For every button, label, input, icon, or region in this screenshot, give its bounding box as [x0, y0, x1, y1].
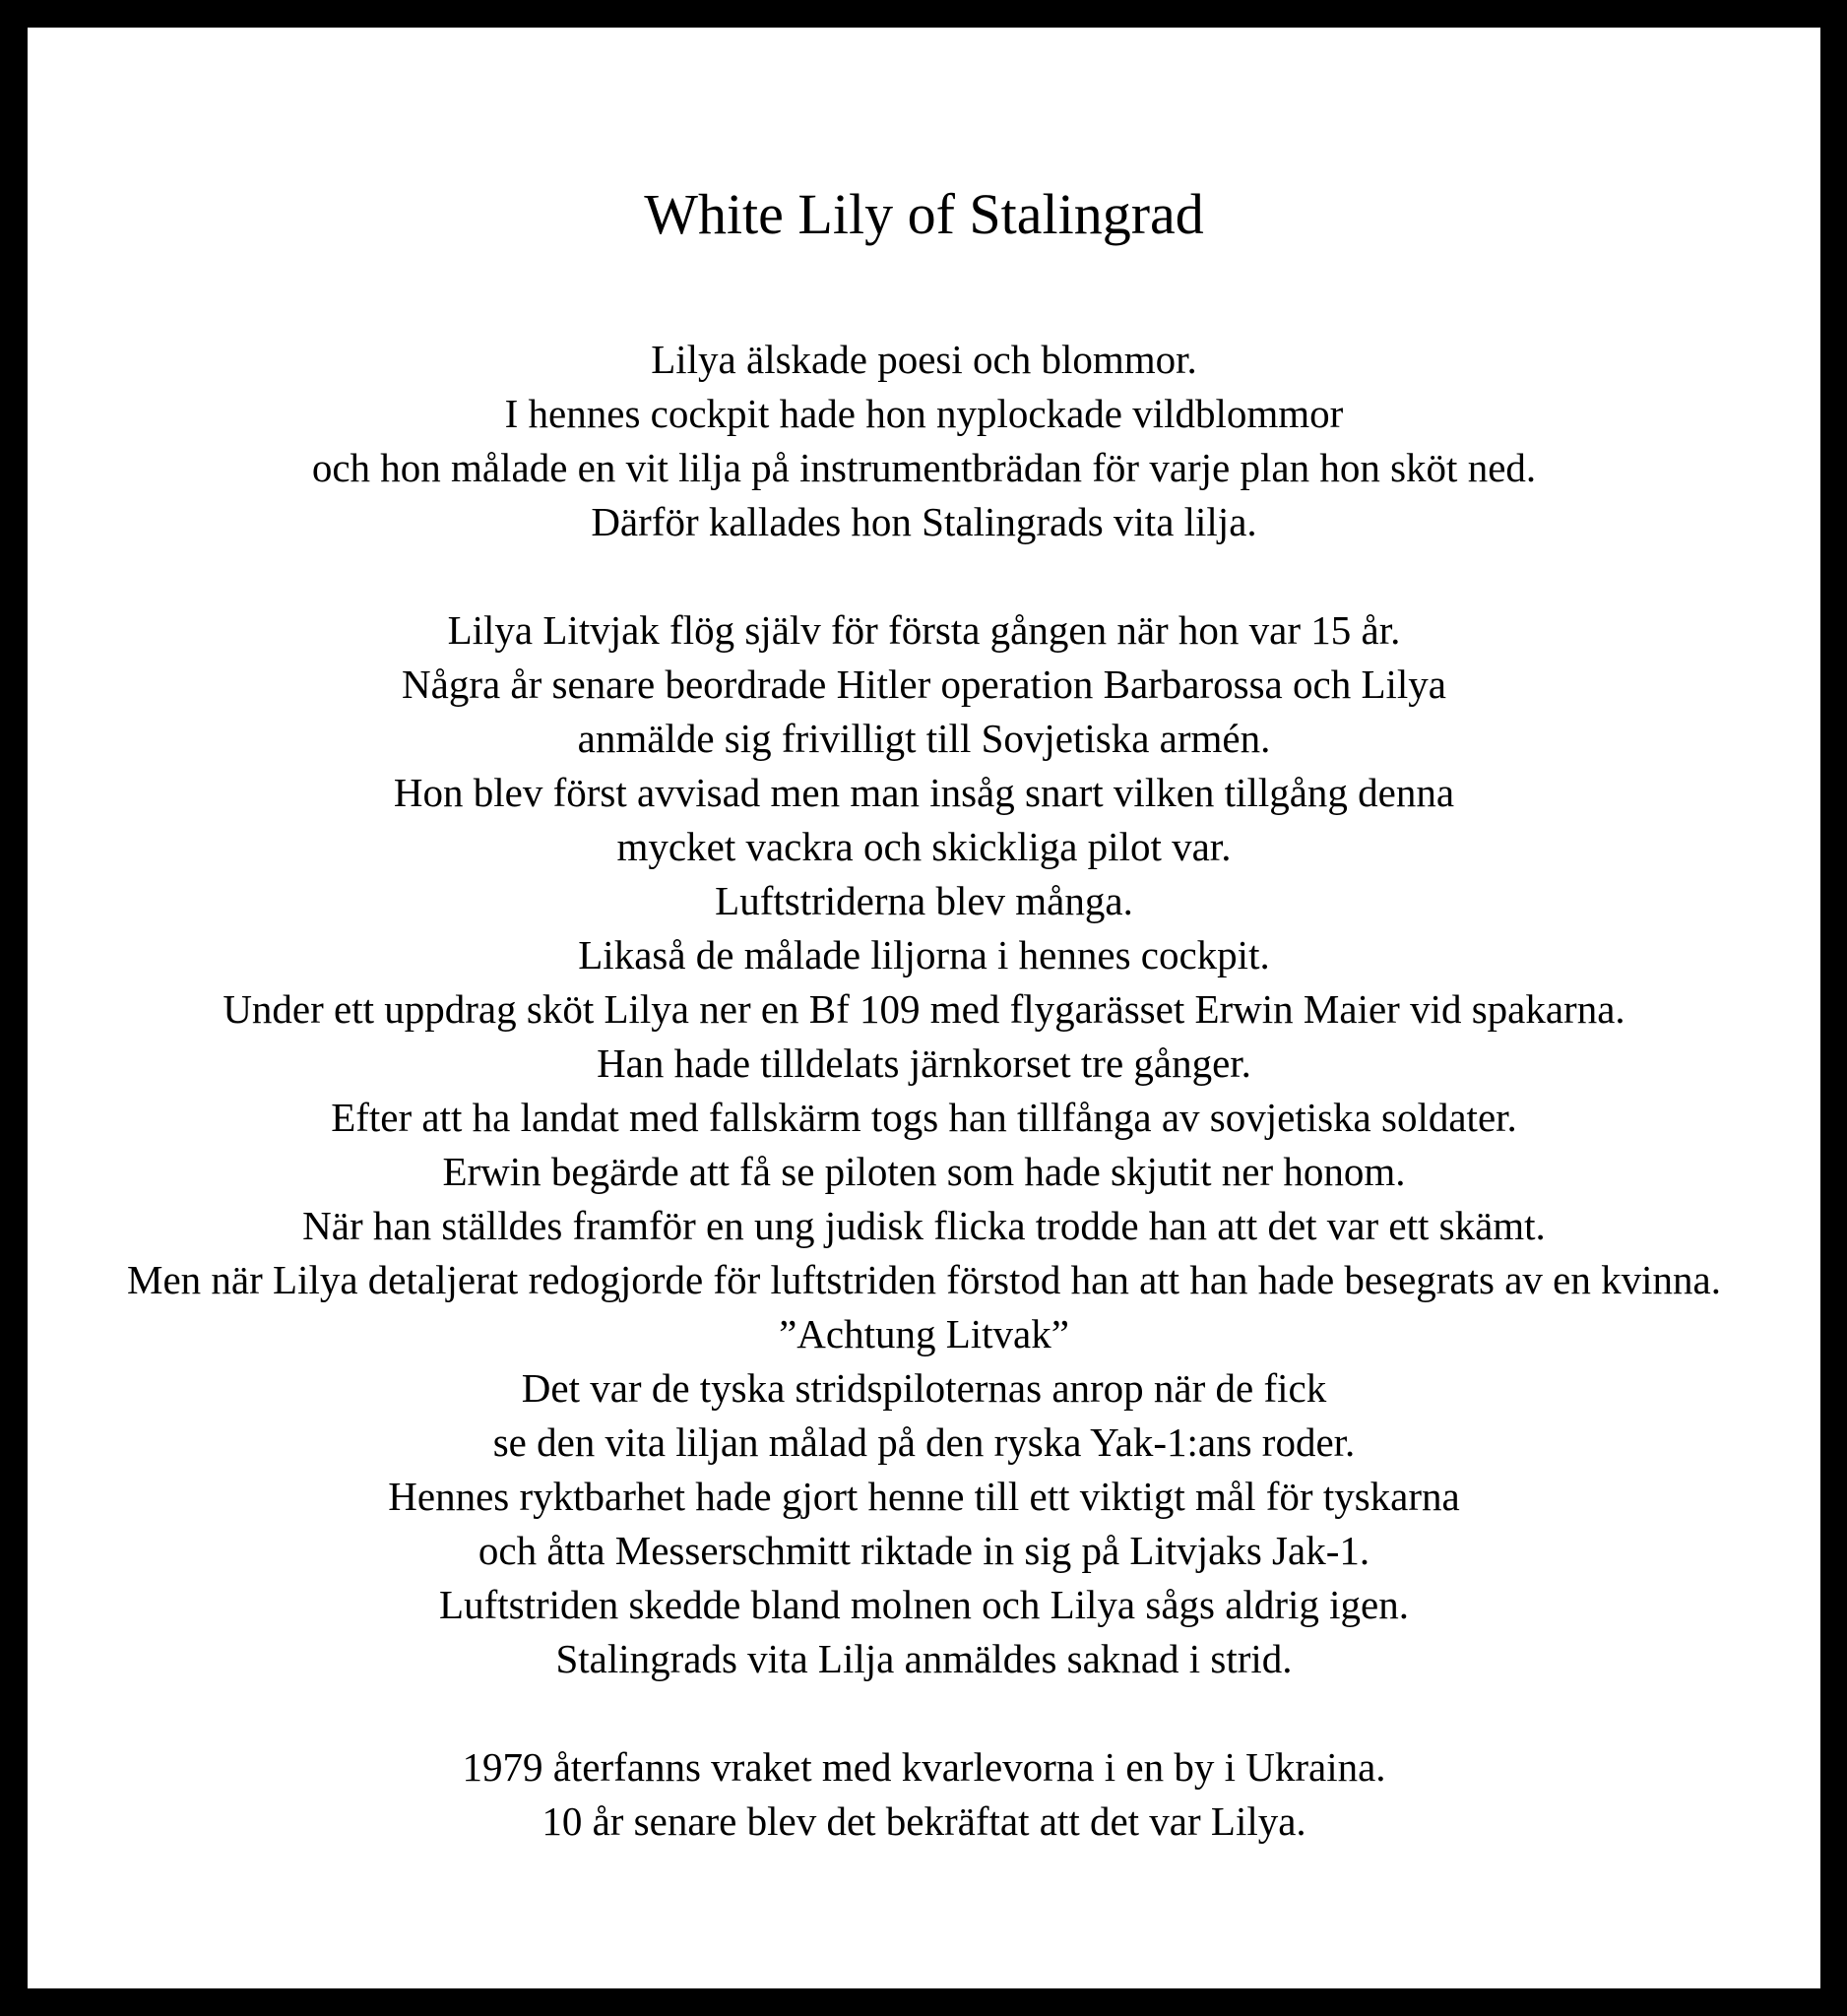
text-line: Därför kallades hon Stalingrads vita lilja.	[591, 499, 1257, 544]
text-line: Lilya älskade poesi och blommor.	[651, 337, 1197, 382]
document-body	[28, 333, 1820, 1903]
text-line: Luftstriderna blev många.	[715, 878, 1133, 923]
text-line: Han hade tilldelats järnkorset tre gånger.	[597, 1040, 1251, 1086]
text-line: Det var de tyska stridspiloternas anrop när de fick	[521, 1365, 1327, 1411]
text-line: 1979 återfanns vraket med kvarlevorna i en by i Ukraina.	[462, 1744, 1386, 1790]
text-line: och hon målade en vit lilja på instrumentbrädan för varje plan hon sköt ned.	[311, 445, 1537, 490]
text-line: Men när Lilya detaljerat redogjorde för luftstriden förstod han att han hade besegrats av en kvinna.	[127, 1257, 1721, 1302]
text-line: 10 år senare blev det bekräftat att det var Lilya.	[541, 1798, 1306, 1844]
stanza	[28, 603, 1820, 1686]
document-page	[28, 28, 1820, 1988]
text-line: anmälde sig frivilligt till Sovjetiska armén.	[577, 716, 1271, 761]
document-title: White Lily of Stalingrad	[644, 182, 1204, 246]
text-line: och åtta Messerschmitt riktade in sig på Litvjaks Jak-1.	[478, 1528, 1370, 1573]
text-line: Hon blev först avvisad men man insåg snart vilken tillgång denna	[393, 770, 1455, 815]
text-line: mycket vackra och skickliga pilot var.	[616, 824, 1232, 869]
text-line: När han ställdes framför en ung judisk flicka trodde han att det var ett skämt.	[302, 1203, 1546, 1248]
text-line: Efter att ha landat med fallskärm togs han tillfånga av sovjetiska soldater.	[331, 1095, 1517, 1140]
text-line: Hennes ryktbarhet hade gjort henne till ett viktigt mål för tyskarna	[388, 1474, 1460, 1519]
stanza	[28, 1740, 1820, 1849]
text-line: I hennes cockpit hade hon nyplockade vildblommor	[504, 391, 1344, 436]
text-line: se den vita liljan målad på den ryska Yak-1:ans roder.	[492, 1419, 1356, 1465]
text-line: Luftstriden skedde bland molnen och Lilya sågs aldrig igen.	[439, 1582, 1409, 1627]
text-line: Under ett uppdrag sköt Lilya ner en Bf 109 med flygarässet Erwin Maier vid spakarna.	[223, 986, 1625, 1032]
text-line: Erwin begärde att få se piloten som hade skjutit ner honom.	[442, 1149, 1406, 1194]
text-line: Likaså de målade liljorna i hennes cockpit.	[578, 932, 1270, 977]
text-line: Lilya Litvjak flög själv för första gången när hon var 15 år.	[447, 607, 1401, 653]
text-line: ”Achtung Litvak”	[779, 1311, 1069, 1356]
stanza	[28, 333, 1820, 549]
text-line: Stalingrads vita Lilja anmäldes saknad i strid.	[555, 1636, 1293, 1681]
text-line: Några år senare beordrade Hitler operation Barbarossa och Lilya	[402, 662, 1446, 707]
